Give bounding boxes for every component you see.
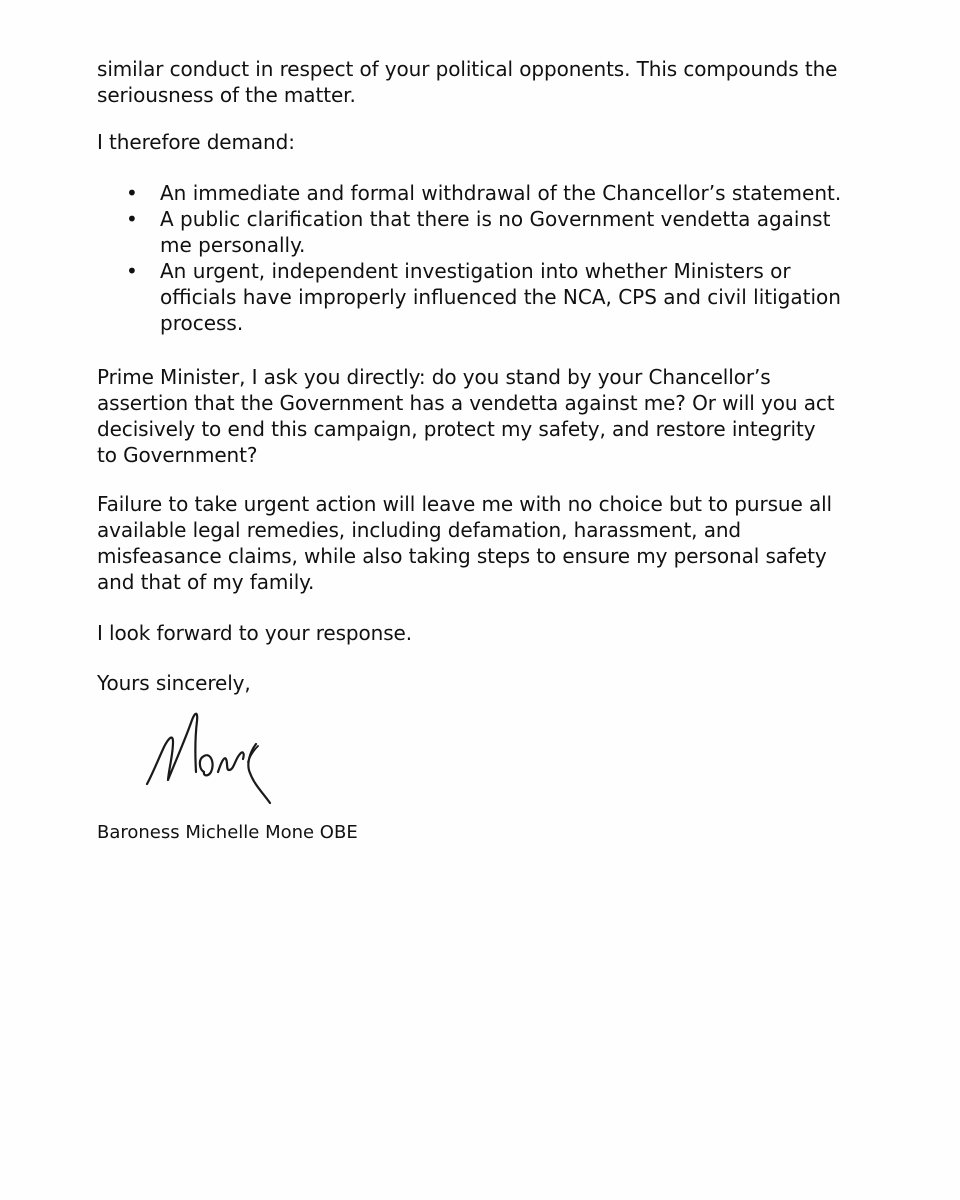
- signatory-name: Baroness Michelle Mone OBE: [97, 822, 358, 843]
- failure-paragraph-line-1: Failure to take urgent action will leave me with no choice but to pursue all: [97, 492, 833, 516]
- demand-intro-text: I therefore demand:: [97, 130, 295, 154]
- demand-item-1-line-1: An immediate and formal withdrawal of the Chancellor’s statement.: [160, 181, 842, 205]
- bullet-icon: •: [126, 207, 138, 231]
- failure-paragraph-line-3: misfeasance claims, while also taking steps to ensure my personal safety: [97, 544, 827, 568]
- demands-list: [124, 180, 904, 336]
- question-paragraph-line-2: assertion that the Government has a vendetta against me? Or will you act: [97, 391, 835, 415]
- demand-item-1: [124, 180, 904, 206]
- sign-off-text: Yours sincerely,: [97, 671, 251, 695]
- opening-paragraph-line-2: seriousness of the matter.: [97, 83, 356, 107]
- demand-intro: [97, 129, 897, 155]
- demand-item-3-line-1: An urgent, independent investigation into whether Ministers or: [160, 259, 791, 283]
- demand-item-3-line-2: officials have improperly influenced the NCA, CPS and civil litigation: [160, 285, 841, 309]
- demand-item-2: [124, 206, 904, 258]
- signature-icon: [140, 702, 300, 812]
- closing-line-text: I look forward to your response.: [97, 621, 413, 645]
- question-paragraph-line-4: to Government?: [97, 443, 258, 467]
- sign-off: [97, 670, 897, 696]
- demand-item-2-line-1: A public clarification that there is no Government vendetta against: [160, 207, 831, 231]
- question-paragraph: [97, 364, 897, 468]
- closing-line: [97, 620, 897, 646]
- demand-item-3: [124, 258, 904, 336]
- bullet-icon: •: [126, 259, 138, 283]
- failure-paragraph-line-2: available legal remedies, including defamation, harassment, and: [97, 518, 742, 542]
- question-paragraph-line-1: Prime Minister, I ask you directly: do you stand by your Chancellor’s: [97, 365, 771, 389]
- demand-item-3-line-3: process.: [160, 311, 244, 335]
- bullet-icon: •: [126, 181, 138, 205]
- failure-paragraph-line-4: and that of my family.: [97, 570, 315, 594]
- demand-item-2-line-2: me personally.: [160, 233, 306, 257]
- opening-paragraph: [97, 56, 897, 108]
- handwritten-signature: [140, 702, 300, 812]
- failure-paragraph: [97, 491, 897, 595]
- question-paragraph-line-3: decisively to end this campaign, protect my safety, and restore integrity: [97, 417, 816, 441]
- opening-paragraph-line-1: similar conduct in respect of your political opponents. This compounds the: [97, 57, 838, 81]
